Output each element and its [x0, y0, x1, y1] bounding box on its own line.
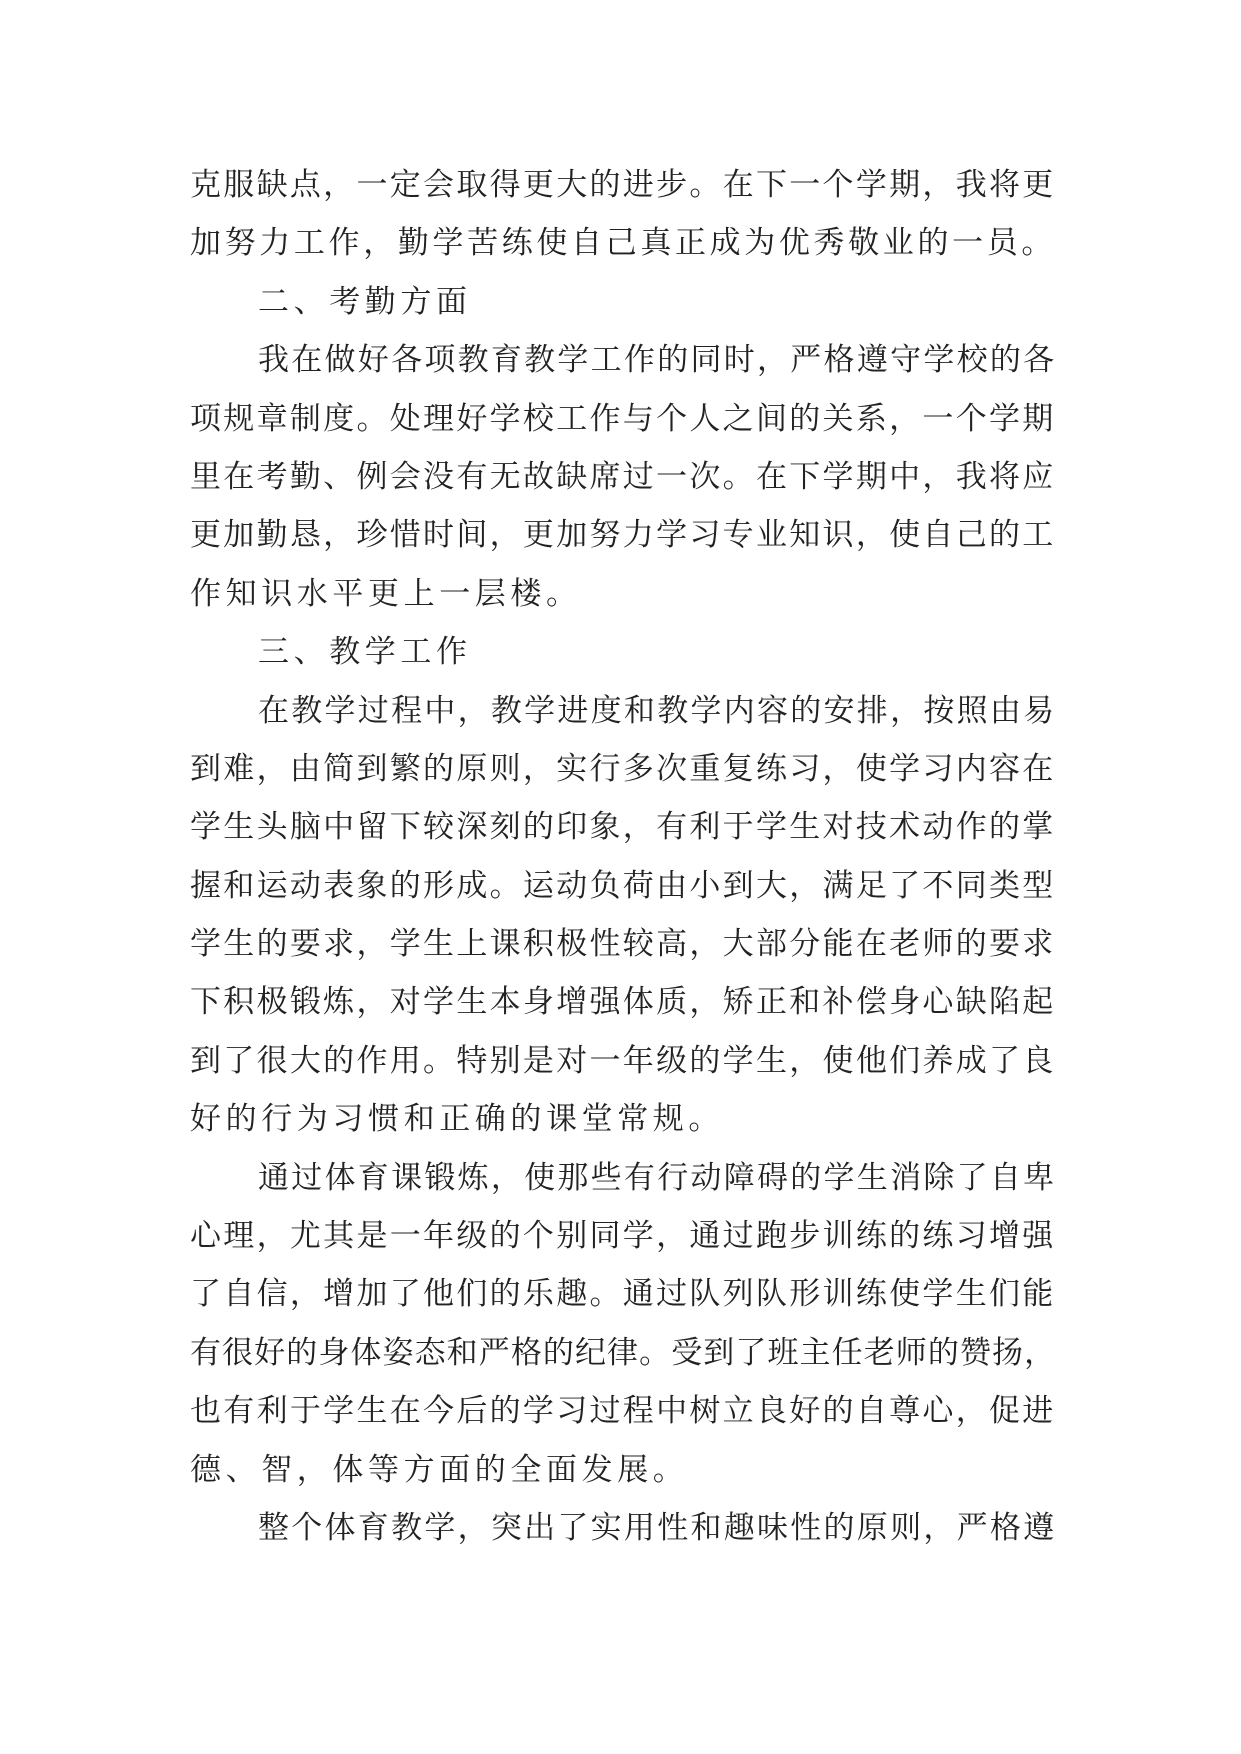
text-line: 项规章制度。处理好学校工作与个人之间的关系，一个学期 — [190, 400, 1056, 437]
text-line: 德、智，体等方面的全面发展。 — [190, 1451, 689, 1488]
text-line: 我在做好各项教育教学工作的同时，严格遵守学校的各 — [258, 342, 1057, 379]
text-line: 也有利于学生在今后的学习过程中树立良好的自尊心，促进 — [190, 1393, 1056, 1430]
text-line: 了自信，增加了他们的乐趣。通过队列队形训练使学生们能 — [190, 1276, 1056, 1313]
text-line: 好的行为习惯和正确的课堂常规。 — [190, 1101, 724, 1138]
text-line: 心理，尤其是一年级的个别同学，通过跑步训练的练习增强 — [190, 1218, 1056, 1255]
document-body — [190, 156, 1056, 1557]
text-line: 作知识水平更上一层楼。 — [190, 575, 582, 612]
text-line: 学生头脑中留下较深刻的印象，有利于学生对技术动作的掌 — [190, 809, 1056, 846]
text-line: 里在考勤、例会没有无故缺席过一次。在下学期中，我将应 — [190, 458, 1056, 495]
text-line: 更加勤恳，珍惜时间，更加努力学习专业知识，使自己的工 — [190, 517, 1056, 554]
text-line: 整个体育教学，突出了实用性和趣味性的原则，严格遵 — [258, 1509, 1057, 1546]
text-line: 学生的要求，学生上课积极性较高，大部分能在老师的要求 — [190, 926, 1056, 963]
text-line: 在教学过程中，教学进度和教学内容的安排，按照由易 — [258, 692, 1057, 729]
text-line: 通过体育课锻炼，使那些有行动障碍的学生消除了自卑 — [258, 1159, 1057, 1196]
text-line: 握和运动表象的形成。运动负荷由小到大，满足了不同类型 — [190, 867, 1056, 904]
text-line: 三、教学工作 — [258, 634, 472, 671]
document-page — [190, 156, 1056, 1557]
text-line: 克服缺点，一定会取得更大的进步。在下一个学期，我将更 — [190, 167, 1056, 203]
text-line: 到难，由简到繁的原则，实行多次重复练习，使学习内容在 — [190, 750, 1056, 787]
text-line: 下积极锻炼，对学生本身增强体质，矫正和补偿身心缺陷起 — [190, 984, 1056, 1021]
text-line: 到了很大的作用。特别是对一年级的学生，使他们养成了良 — [190, 1042, 1056, 1079]
text-line: 二、考勤方面 — [258, 283, 472, 320]
text-line: 加努力工作，勤学苦练使自己真正成为优秀敬业的一员。 — [190, 225, 1056, 262]
text-line: 有很好的身体姿态和严格的纪律。受到了班主任老师的赞扬， — [190, 1334, 1057, 1371]
